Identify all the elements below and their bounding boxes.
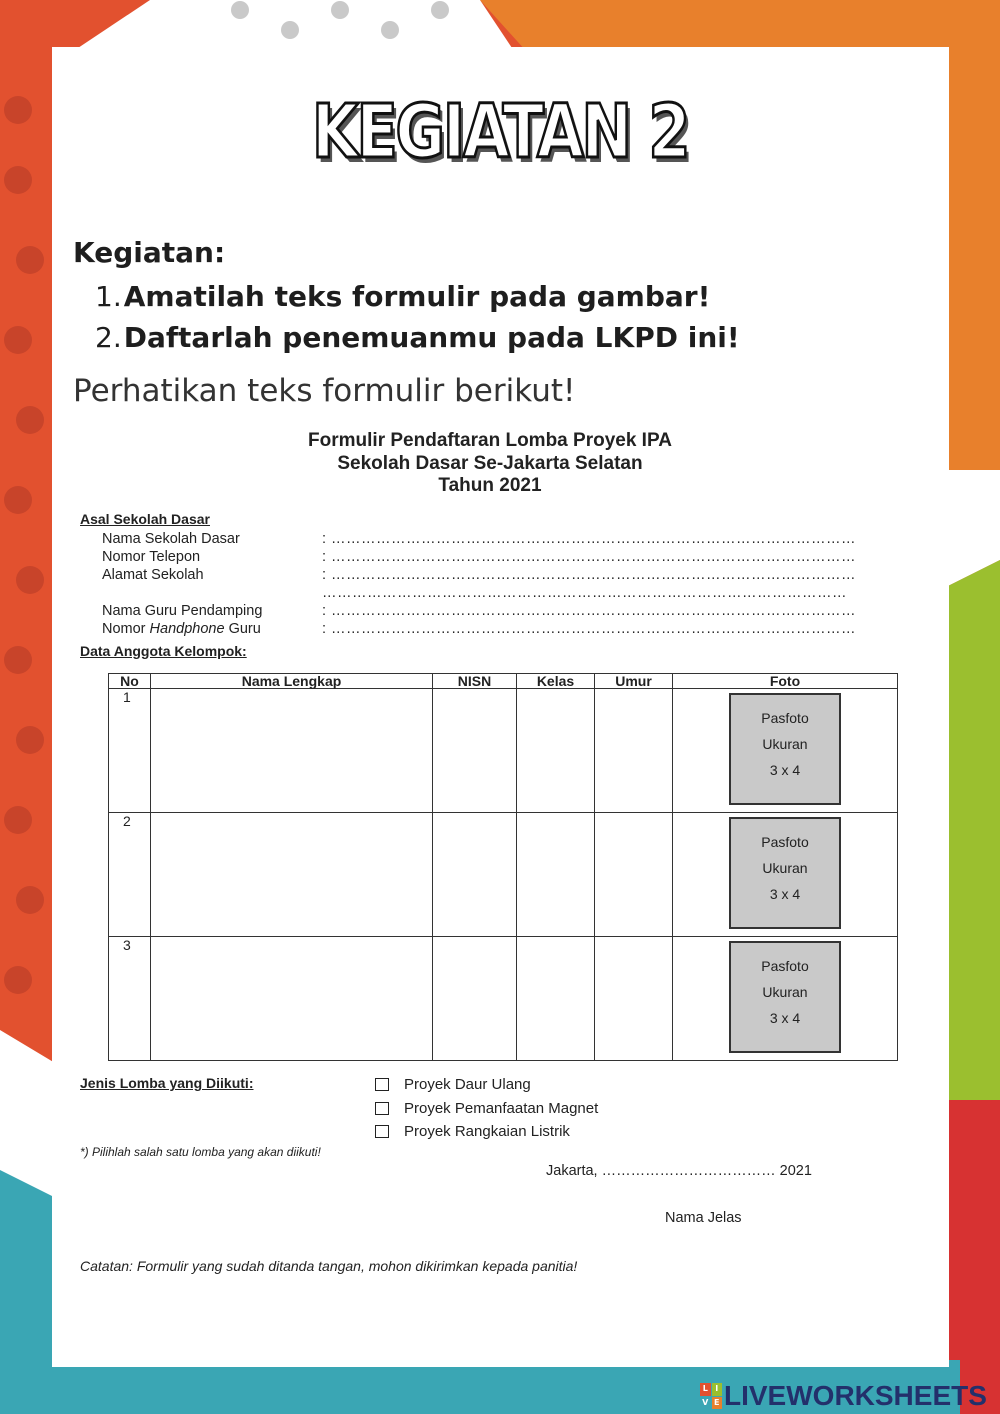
logo-letter: I (712, 1383, 723, 1396)
photo-text: 3 x 4 (769, 762, 801, 778)
label-part: Guru (224, 620, 261, 637)
field-label (102, 584, 322, 602)
column-header: Kelas (517, 674, 595, 689)
form-title-line: Sekolah Dasar Se-Jakarta Selatan (337, 452, 643, 474)
contest-option (375, 1120, 598, 1144)
nisn-cell (433, 689, 517, 813)
photo-placeholder (729, 817, 841, 929)
contest-option (375, 1097, 598, 1121)
option-label: Proyek Pemanfaatan Magnet (404, 1099, 599, 1117)
photo-cell (673, 689, 898, 813)
photo-cell (673, 937, 898, 1061)
field-dots: : …………………………………………………………………………………………… (322, 620, 857, 637)
column-header: Umur (595, 674, 673, 689)
photo-text: Pasfoto (761, 710, 809, 726)
table-row (109, 813, 898, 937)
checkbox-icon (375, 1125, 389, 1138)
field-row (102, 620, 900, 638)
field-row (102, 530, 900, 548)
row-number: 3 (109, 937, 151, 1061)
row-number: 2 (109, 813, 151, 937)
nisn-cell (433, 813, 517, 937)
field-row (102, 602, 900, 620)
step-number: 2. (95, 321, 122, 354)
photo-text: 3 x 4 (769, 886, 801, 902)
activity-step (95, 317, 740, 358)
photo-text: Ukuran (762, 984, 808, 1000)
photo-placeholder (729, 941, 841, 1053)
form-title-line: Formulir Pendaftaran Lomba Proyek IPA (308, 430, 672, 451)
form-title (80, 430, 900, 498)
step-text: Amatilah teks formulir pada gambar! (123, 280, 711, 313)
photo-text: Pasfoto (761, 834, 809, 850)
name-cell (151, 937, 433, 1061)
row-number: 1 (109, 689, 151, 813)
liveworksheets-logo (700, 1380, 987, 1412)
step-text: Daftarlah penemuanmu pada LKPD ini! (123, 321, 740, 354)
photo-text: Pasfoto (761, 958, 809, 974)
table-row (109, 689, 898, 813)
class-cell (517, 937, 595, 1061)
school-fields (102, 530, 900, 638)
age-cell (595, 813, 673, 937)
column-header: Foto (673, 674, 898, 689)
name-cell (151, 689, 433, 813)
table-header-row (109, 674, 898, 689)
logo-letter: V (700, 1397, 711, 1410)
checkbox-icon (375, 1102, 389, 1115)
step-number: 1. (95, 280, 122, 313)
photo-placeholder (729, 693, 841, 805)
class-cell (517, 813, 595, 937)
label-part: Nomor (102, 620, 150, 637)
column-header: Nama Lengkap (151, 674, 433, 689)
page-title: KEGIATAN 2 (311, 89, 689, 175)
contest-option (375, 1073, 598, 1097)
checkbox-icon (375, 1078, 389, 1091)
field-label: Nama Guru Pendamping (102, 602, 263, 619)
name-cell (151, 813, 433, 937)
final-note: Catatan: Formulir yang sudah ditanda tangan, mohon dikirimkan kepada panitia! (80, 1258, 578, 1274)
photo-cell (673, 813, 898, 937)
age-cell (595, 689, 673, 813)
members-table (108, 673, 898, 1061)
photo-text: 3 x 4 (769, 1010, 801, 1026)
field-dots: …………………………………………………………………………………………… (322, 584, 847, 601)
logo-letter: L (700, 1383, 711, 1396)
option-label: Proyek Rangkaian Listrik (404, 1123, 570, 1140)
choose-note: *) Pilihlah salah satu lomba yang akan diikuti! (80, 1145, 321, 1159)
field-dots: : …………………………………………………………………………………………… (322, 566, 857, 583)
column-header: No (109, 674, 151, 689)
field-row (102, 548, 900, 566)
photo-text: Ukuran (762, 860, 808, 876)
activity-heading: Kegiatan: (73, 236, 226, 269)
place-date: Jakarta, ……………………………… 2021 (546, 1163, 812, 1179)
table-row (109, 937, 898, 1061)
activity-step (95, 276, 740, 317)
school-section-label: Asal Sekolah Dasar (80, 510, 210, 527)
field-dots: : …………………………………………………………………………………………… (322, 548, 857, 565)
field-dots: : …………………………………………………………………………………………… (322, 530, 857, 547)
contest-label: Jenis Lomba yang Diikuti: (80, 1075, 254, 1091)
field-row (102, 566, 900, 584)
group-section-label: Data Anggota Kelompok: (80, 642, 247, 659)
signature-label: Nama Jelas (665, 1210, 742, 1226)
field-dots: : …………………………………………………………………………………………… (322, 602, 857, 619)
logo-letter: E (712, 1397, 723, 1410)
contest-options (375, 1073, 598, 1144)
option-label: Proyek Daur Ulang (404, 1076, 531, 1093)
age-cell (595, 937, 673, 1061)
field-row (102, 584, 900, 602)
activity-steps (95, 276, 740, 358)
field-label: Nama Sekolah Dasar (102, 530, 240, 547)
photo-text: Ukuran (762, 736, 808, 752)
brand-name: LIVEWORKSHEETS (724, 1380, 987, 1411)
form-title-line: Tahun 2021 (438, 475, 542, 496)
logo-mark-icon (700, 1383, 722, 1409)
registration-form-image (80, 430, 900, 1274)
field-label: Alamat Sekolah (102, 566, 204, 583)
label-part: Handphone (149, 620, 225, 637)
column-header: NISN (433, 674, 517, 689)
field-label: Nomor Telepon (102, 548, 201, 565)
intro-text: Perhatikan teks formulir berikut! (73, 373, 576, 409)
nisn-cell (433, 937, 517, 1061)
class-cell (517, 689, 595, 813)
field-label (102, 620, 322, 638)
